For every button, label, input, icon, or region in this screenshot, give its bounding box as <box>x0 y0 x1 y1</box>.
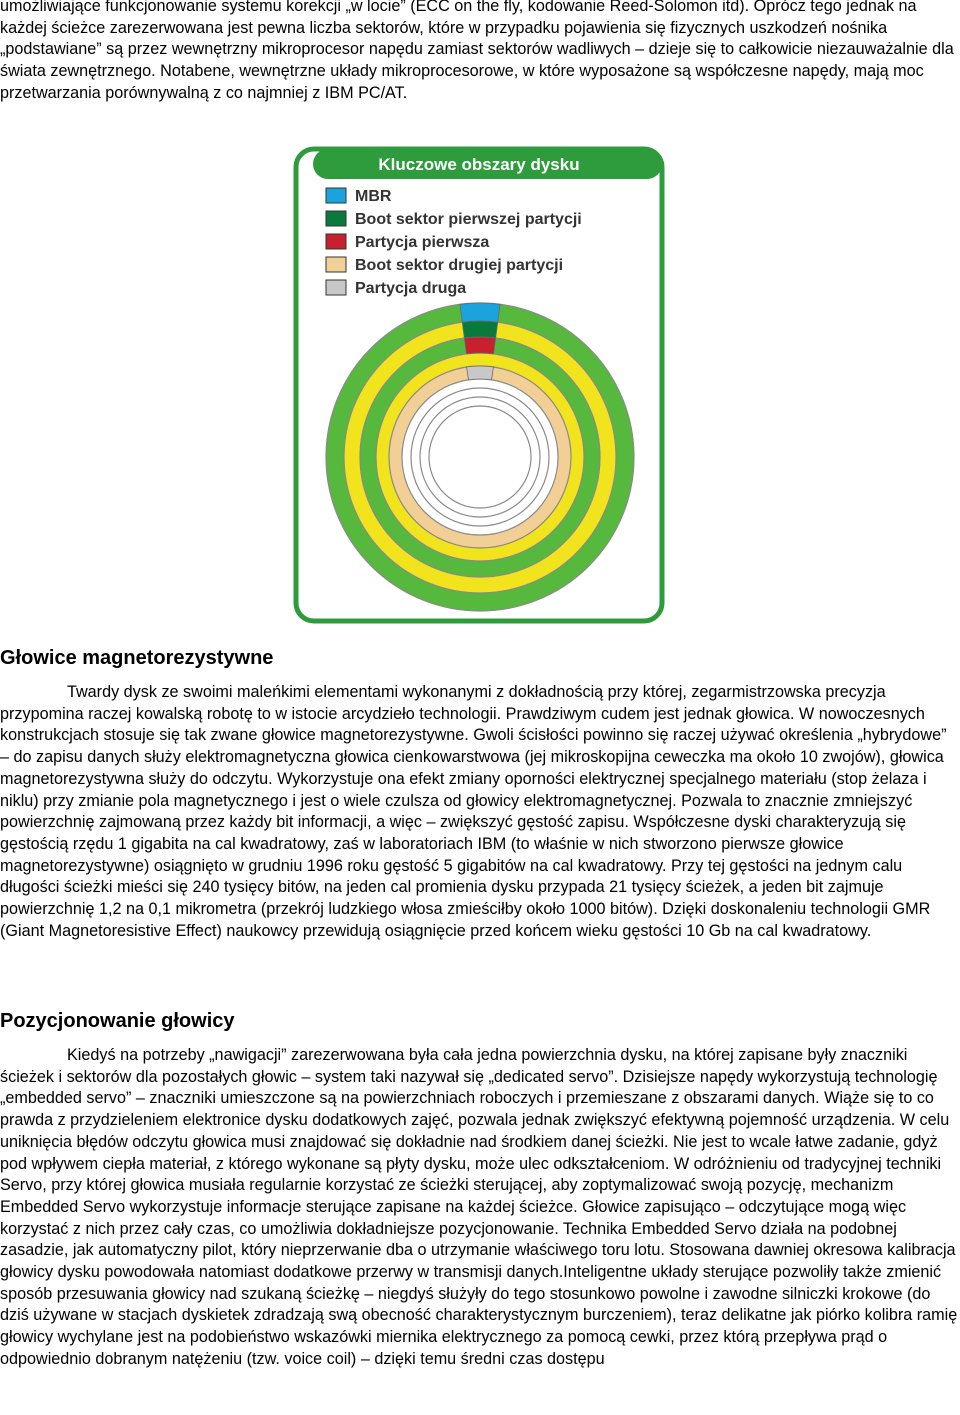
heading-magnetoresistive: Głowice magnetorezystywne <box>0 647 274 669</box>
legend-label-boot1: Boot sektor pierwszej partycji <box>355 211 582 228</box>
disk-rings <box>326 303 634 611</box>
ring-inner-white-4 <box>429 406 531 508</box>
legend-swatch-mbr <box>326 188 346 203</box>
sector-part1 <box>464 337 495 354</box>
sector-part2 <box>467 366 494 380</box>
sector-mbr <box>460 303 500 322</box>
figure-title: Kluczowe obszary dysku <box>378 155 580 174</box>
legend-label-boot2: Boot sektor drugiej partycji <box>355 257 564 274</box>
paragraph-magnetoresistive: Twardy dysk ze swoimi maleńkimi elementami wykonanymi z dokładnością przy której, zegarmistrzowska precyzja przypomina raczej kowalską robotę to w istocie arcydzieło technologii. Prawdziwym cudem jest jednak głowica. W nowoczesnych konstrukcjach stosuje się tak zwane głowice magnetorezystywne. Gwoli ścisłości powinno się raczej używać określenia „hybrydowe” – do zapisu danych służy elektromagnetyczna głowica cienkowarstwowa (jej mikroskopijna ceweczka ma około 10 zwojów), głowica magnetorezystywna służy do odczytu. Wykorzystuje ona efekt zmiany oporności elektrycznej specjalnego materiału (stop żelaza i niklu) przy zmianie pola magnetycznego i jest o wiele czulsza od głowicy elektromagnetycznej. Pozwala to znacznie zmniejszyć powierzchnię zajmowaną przez każdy bit informacji, a więc – zwiększyć gęstość zapisu. Współczesne dyski charakteryzują się gęstością rzędu 1 gigabita na cal kwadratowy, zaś w laboratoriach IBM (to właśnie w nich stworzono pierwsze głowice magnetorezystywne) osiągnięto w grudniu 1996 roku gęstość 5 gigabitów na cal kwadratowy. Przy tej gęstości na jednym calu długości ścieżki mieści się 240 tysięcy bitów, na jeden cal promienia dysku przypada 21 tysięcy ścieżek, a jeden bit zajmuje powierzchnię 1,2 na 0,1 mikrometra (przekrój ludzkiego włosa zmieściłby około 1000 bitów). Dzięki doskonaleniu technologii GMR (Giant Magnetoresistive Effect) naukowcy przewidują osiągnięcie przed końcem wieku gęstości 10 Gb na cal kwadratowy. <box>0 683 947 940</box>
legend-label-mbr: MBR <box>355 188 392 205</box>
heading-head-positioning: Pozycjonowanie głowicy <box>0 1010 235 1032</box>
legend-swatch-part2 <box>326 280 346 295</box>
disk-areas-figure <box>293 146 665 624</box>
disk-areas-diagram <box>293 146 665 624</box>
legend-swatch-boot2 <box>326 257 346 272</box>
legend-label-part2: Partycja druga <box>355 280 467 297</box>
sector-boot1 <box>462 321 498 338</box>
legend-label-part1: Partycja pierwsza <box>355 234 490 251</box>
intro-paragraph: umożliwiające funkcjonowanie systemu korekcji „w locie” (ECC on the fly, kodowanie Reed-Solomon itd). Oprócz tego jednak na każdej ścieżce zarezerwowana jest pewna liczba sektorów, które w przypadku pojawienia się fizycznych uszkodzeń nośnika „podstawiane” są przez wewnętrzny mikroprocesor napędu zamiast sektorów wadliwych – dzieje się to całkowicie niezauważalnie dla świata zewnętrznego. Notabene, wewnętrzne układy mikroprocesorowe, w które wyposażone są współczesne napędy, mają moc przetwarzania porównywalną z co najmniej z IBM PC/AT. <box>0 0 954 102</box>
legend-swatch-part1 <box>326 234 346 249</box>
paragraph-head-positioning: Kiedyś na potrzeby „nawigacji” zarezerwowana była cała jedna powierzchnia dysku, na której zapisane były znaczniki ścieżek i sektorów dla pozostałych głowic – system taki nazywał się „dedicated servo”. Dzisiejsze napędy wykorzystują technologię „embedded servo” – znaczniki umieszczone są na powierzchniach roboczych i przemieszane z obszarami danych. Wiąże się to co prawda z przydzieleniem elektronice dysku dodatkowych zajęć, pozwala jednak zwiększyć efektywną pojemność urządzenia. W celu uniknięcia błędów odczytu głowica musi znajdować się dokładnie nad środkiem danej ścieżki. Nie jest to wcale łatwe zadanie, gdyż pod wpływem ciepła materiał, z którego wykonane są płyty dysku, może ulec odkształceniom. W odróżnieniu od tradycyjnej techniki Servo, przy której głowica musiała regularnie korzystać ze ścieżki sterującej, aby zoptymalizować swoją pozycję, mechanizm Embedded Servo wykorzystuje informacje sterujące zapisane na każdej ścieżce. Głowice zapisująco – odczytujące mogą więc korzystać z nich przez cały czas, co umożliwia dokładniejsze pozycjonowanie. Technika Embedded Servo działa na podobnej zasadzie, jak automatyczny pilot, który nieprzerwanie dba o utrzymanie właściwego toru lotu. Stosowana dawniej okresowa kalibracja głowicy dysku powodowała natomiast dodatkowe przerwy w transmisji danych.Inteligentne układy sterujące pozwoliły także zmienić sposób przesuwania głowicy nad szukaną ścieżkę – niegdyś służyły do tego stosunkowo powolne i zawodne silniczki krokowe (do dziś używane w stacjach dyskietek zdradzają swą obecność charakterystycznym burczeniem), teraz delikatne jak piórko kolibra ramię głowicy wychylane jest na podobieństwo wskazówki miernika elektrycznego za pomocą cewki, przez którą przepływa prąd o odpowiednio dobranym natężeniu (tzw. voice coil) – dzięki temu średni czas dostępu <box>0 1046 958 1368</box>
legend-swatch-boot1 <box>326 211 346 226</box>
